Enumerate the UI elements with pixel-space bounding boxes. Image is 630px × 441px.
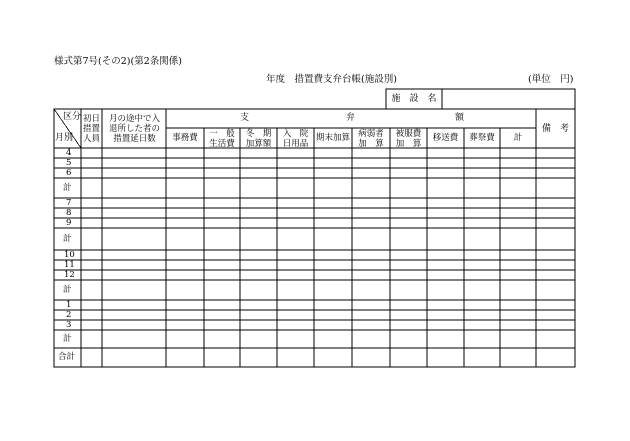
row-label-subtotal: 計 — [63, 234, 72, 244]
row-label: 2 — [66, 310, 72, 320]
shiben-char-3: 額 — [455, 113, 465, 123]
col-byojakusha-kasan: 病弱者 加 算 — [358, 129, 384, 149]
remarks-header: 備 考 — [541, 124, 569, 134]
form-number: 様式第7号(その2)(第2条関係) — [54, 56, 182, 67]
col-kei: 計 — [513, 133, 523, 143]
tsuki-label: 月別 — [55, 133, 74, 143]
row-label: 3 — [66, 320, 72, 330]
facility-name-label: 施 設 名 — [391, 94, 437, 104]
row-label-subtotal: 計 — [63, 334, 72, 344]
col-isohi: 移送費 — [432, 133, 459, 143]
mid-month-line2: 退所した者の — [108, 124, 160, 134]
row-label-subtotal: 計 — [63, 183, 72, 193]
shiben-char-2: 弁 — [346, 113, 356, 123]
col-nyuin-nichiyohin: 入 院 日用品 — [282, 129, 309, 149]
col-sosaihi: 葬祭費 — [469, 133, 495, 143]
col-hifukuhi-kasan: 被服費 加 算 — [395, 129, 422, 149]
mid-month-days-header — [103, 114, 166, 144]
row-label: 10 — [64, 250, 75, 260]
row-label-subtotal: 計 — [63, 285, 72, 295]
row-label: 6 — [66, 168, 72, 178]
col-ippan-seikatsuhi: 一 般 生活費 — [209, 129, 235, 149]
unit-label: (単位 円) — [528, 74, 574, 85]
row-label: 12 — [64, 270, 75, 280]
row-label: 8 — [66, 208, 72, 218]
row-label: 7 — [66, 198, 72, 208]
initial-persons-line1: 初日 — [82, 114, 100, 124]
col-kimatsu-kasan: 期末加算 — [315, 133, 350, 143]
page-title: 年度 措置費支弁台帳(施設別) — [266, 74, 397, 85]
row-label: 4 — [66, 148, 72, 158]
col-toki-kasangaku: 冬 期 加算額 — [245, 129, 272, 149]
initial-persons-line3: 人員 — [82, 134, 100, 144]
row-label-grand-total: 合計 — [58, 352, 76, 362]
row-label: 11 — [64, 260, 75, 270]
mid-month-line3: 措置延日数 — [113, 134, 156, 144]
mid-month-line1: 月の途中で入 — [108, 114, 160, 124]
row-label: 9 — [66, 218, 72, 228]
kubun-label: 区分 — [63, 112, 82, 122]
initial-persons-line2: 措置 — [82, 124, 100, 134]
initial-persons-header — [81, 114, 102, 144]
shiben-char-1: 支 — [240, 113, 250, 123]
row-label: 5 — [66, 158, 72, 168]
col-jimuhi: 事務費 — [172, 133, 198, 143]
row-label: 1 — [66, 300, 72, 310]
